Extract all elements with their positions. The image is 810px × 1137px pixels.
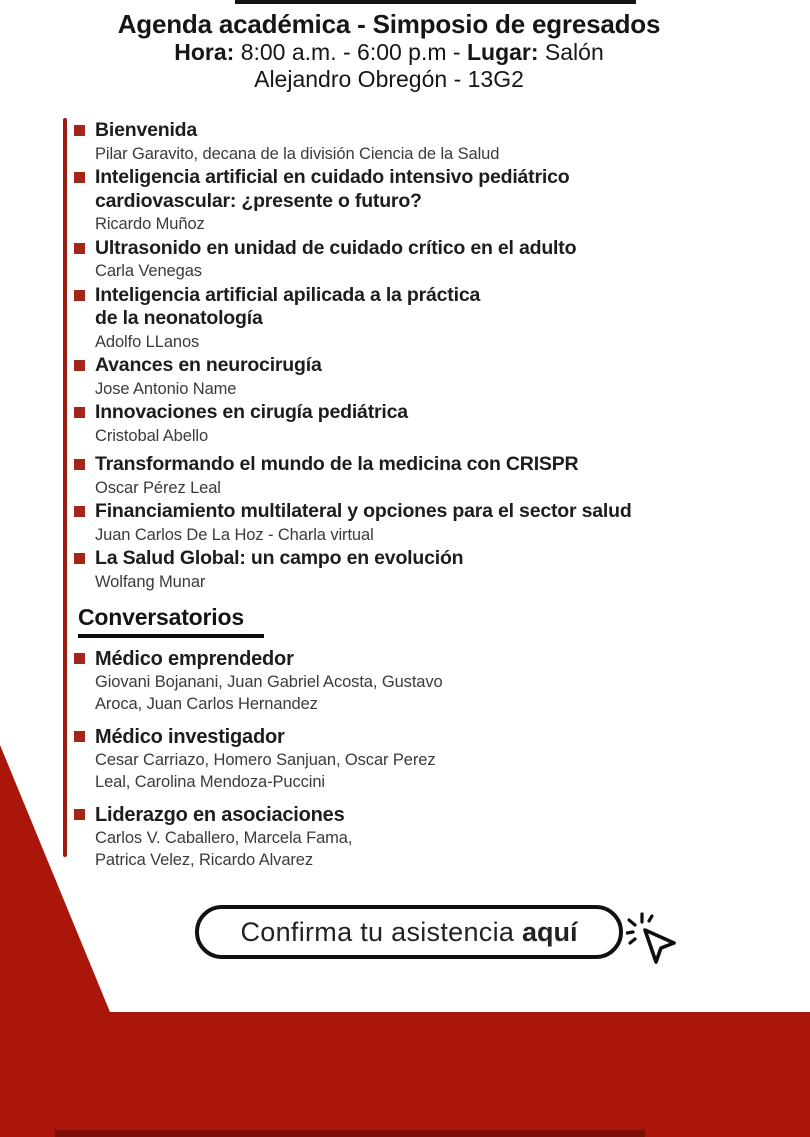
bullet-square-icon	[74, 653, 85, 664]
agenda-item-title: La Salud Global: un campo en evolución	[95, 547, 464, 569]
cta-text-regular: Confirma tu asistencia	[240, 916, 522, 947]
agenda-item-title-line2: cardiovascular: ¿presente o futuro?	[95, 189, 422, 212]
conversatorio-speakers: Cesar Carriazo, Homero Sanjuan, Oscar Perez	[95, 751, 436, 769]
agenda-item-speakers: Wolfang Munar	[95, 572, 206, 591]
conversatorio-title: Médico emprendedor	[95, 648, 294, 670]
agenda-item-speakers: Carla Venegas	[95, 262, 202, 280]
agenda-item	[95, 119, 773, 166]
lugar-label: Lugar:	[466, 39, 539, 65]
agenda-item-title: Bienvenida	[95, 119, 198, 141]
conversatorio-speakers: Leal, Carolina Mendoza-Puccini	[95, 772, 325, 791]
heading-underline	[78, 634, 264, 638]
bullet-square-icon	[74, 172, 85, 183]
confirm-attendance-button[interactable]	[195, 905, 623, 959]
agenda-item	[95, 547, 773, 594]
hora-label: Hora:	[174, 39, 235, 65]
conversatorio-speakers: Carlos V. Caballero, Marcela Fama,	[95, 829, 353, 847]
conversatorio-speakers: Giovani Bojanani, Juan Gabriel Acosta, Gustavo	[95, 673, 443, 691]
agenda-item-title: Financiamiento multilateral y opciones para el sector salud	[95, 500, 632, 522]
agenda-item-speakers: Juan Carlos De La Hoz - Charla virtual	[95, 525, 374, 544]
agenda-item-title: Ultrasonido en unidad de cuidado crítico en el adulto	[95, 236, 577, 259]
agenda-item-speakers: Ricardo Muñoz	[95, 215, 205, 233]
cta-text-bold: aquí	[522, 916, 578, 947]
conversatorio-speakers: Aroca, Juan Carlos Hernandez	[95, 694, 318, 713]
agenda-item-title: Innovaciones en cirugía pediátrica	[95, 401, 408, 423]
agenda-item	[95, 401, 773, 448]
agenda-item	[95, 284, 773, 355]
bullet-square-icon	[74, 125, 85, 136]
time-place-line	[0, 39, 778, 66]
agenda-item-title: Avances en neurocirugía	[95, 354, 322, 376]
agenda-item	[95, 453, 773, 500]
hora-value: 8:00 a.m. - 6:00 p.m -	[234, 39, 467, 65]
conversatorios-heading: Conversatorios	[78, 604, 244, 630]
agenda-item-title: Inteligencia artificial apilicada a la práctica	[95, 283, 481, 306]
bullet-square-icon	[74, 360, 85, 371]
agenda-item	[95, 166, 773, 237]
agenda-item-speakers: Pilar Garavito, decana de la división Ciencia de la Salud	[95, 144, 500, 163]
conversatorio-title: Médico investigador	[95, 726, 285, 748]
click-cursor-icon	[626, 912, 684, 972]
bottom-dark-strip	[55, 1130, 645, 1137]
agenda-item-speakers: Cristobal Abello	[95, 426, 209, 445]
agenda-list	[95, 119, 773, 594]
conversatorio-title: Liderazgo en asociaciones	[95, 804, 345, 826]
bullet-square-icon	[74, 506, 85, 517]
agenda-item	[95, 500, 773, 547]
bullet-square-icon	[74, 407, 85, 418]
agenda-item-title: Transformando el mundo de la medicina con CRISPR	[95, 453, 579, 475]
header	[0, 9, 778, 93]
confirm-attendance-label	[240, 917, 577, 948]
agenda-item-speakers: Adolfo LLanos	[95, 332, 200, 351]
agenda-item-title: Inteligencia artificial en cuidado intensivo pediátrico	[95, 166, 570, 188]
agenda-item	[95, 237, 773, 284]
conversatorio-speakers: Patrica Velez, Ricardo Alvarez	[95, 850, 314, 869]
bullet-square-icon	[74, 243, 85, 254]
bullet-square-icon	[74, 459, 85, 470]
bullet-square-icon	[74, 553, 85, 564]
bullet-square-icon	[74, 290, 85, 301]
agenda-item	[95, 354, 773, 401]
agenda-item-speakers: Jose Antonio Name	[95, 379, 237, 398]
conversatorio-item	[95, 647, 768, 715]
top-cropped-bar	[235, 0, 636, 4]
page-title: Agenda académica - Simposio de egresados	[117, 9, 661, 39]
agenda-item-title-line2: de la neonatología	[95, 307, 263, 329]
agenda-item-speakers: Oscar Pérez Leal	[95, 478, 221, 497]
lugar-value: Salón	[538, 39, 604, 65]
location-line: Alejandro Obregón - 13G2	[254, 66, 524, 92]
